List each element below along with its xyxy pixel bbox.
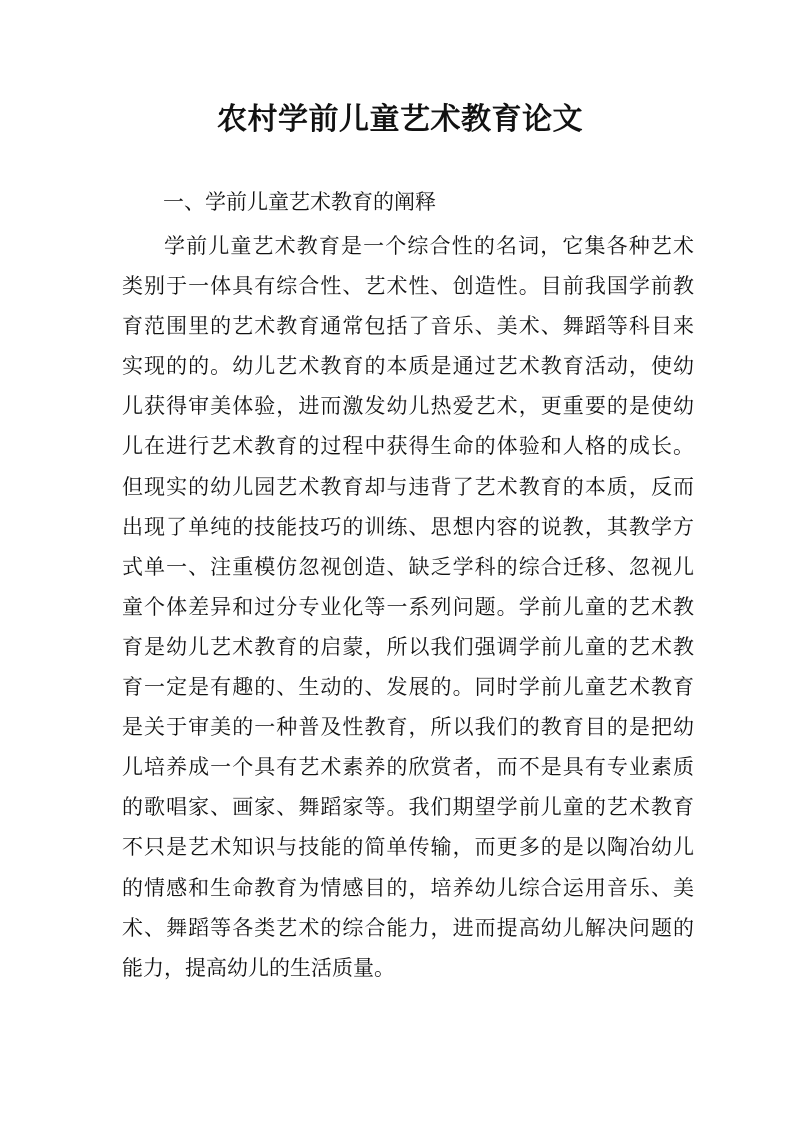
paragraph-line: 能力，提高幼儿的生活质量。 (122, 955, 395, 980)
paragraph-line: 实现的的。幼儿艺术教育的本质是通过艺术教育活动，使幼 (122, 354, 694, 379)
paragraph-line: 术、舞蹈等各类艺术的综合能力，进而提高幼儿解决问题的 (122, 915, 694, 940)
paragraph-line: 的情感和生命教育为情感目的，培养幼儿综合运用音乐、美 (122, 875, 694, 900)
body-paragraph (122, 226, 694, 988)
paragraph-line: 育是幼儿艺术教育的启蒙，所以我们强调学前儿童的艺术教 (122, 634, 694, 659)
paragraph-line: 学前儿童艺术教育是一个综合性的名词，它集各种艺术 (164, 234, 694, 258)
paragraph-line: 育一定是有趣的、生动的、发展的。同时学前儿童艺术教育 (122, 675, 694, 700)
paragraph-line: 不只是艺术知识与技能的简单传输，而更多的是以陶冶幼儿 (122, 835, 694, 860)
paragraph-line: 儿培养成一个具有艺术素养的欣赏者，而不是具有专业素质 (122, 755, 694, 780)
paragraph-line: 类别于一体具有综合性、艺术性、创造性。目前我国学前教 (122, 274, 694, 299)
paragraph-line: 出现了单纯的技能技巧的训练、思想内容的说教，其教学方 (122, 514, 694, 539)
paragraph-line: 儿获得审美体验，进而激发幼儿热爱艺术，更重要的是使幼 (122, 394, 694, 419)
paragraph-line: 是关于审美的一种普及性教育，所以我们的教育目的是把幼 (122, 715, 694, 740)
paragraph-line: 式单一、注重模仿忽视创造、缺乏学科的综合迁移、忽视儿 (122, 554, 694, 579)
document-title: 农村学前儿童艺术教育论文 (217, 102, 583, 137)
paragraph-line: 育范围里的艺术教育通常包括了音乐、美术、舞蹈等科目来 (122, 314, 694, 339)
paragraph-line: 但现实的幼儿园艺术教育却与违背了艺术教育的本质，反而 (122, 474, 694, 499)
paragraph-line: 的歌唱家、画家、舞蹈家等。我们期望学前儿童的艺术教育 (122, 795, 694, 820)
paragraph-line: 童个体差异和过分专业化等一系列问题。学前儿童的艺术教 (122, 594, 694, 619)
section-heading: 一、学前儿童艺术教育的阐释 (163, 190, 436, 214)
paragraph-line: 儿在进行艺术教育的过程中获得生命的体验和人格的成长。 (122, 434, 694, 459)
